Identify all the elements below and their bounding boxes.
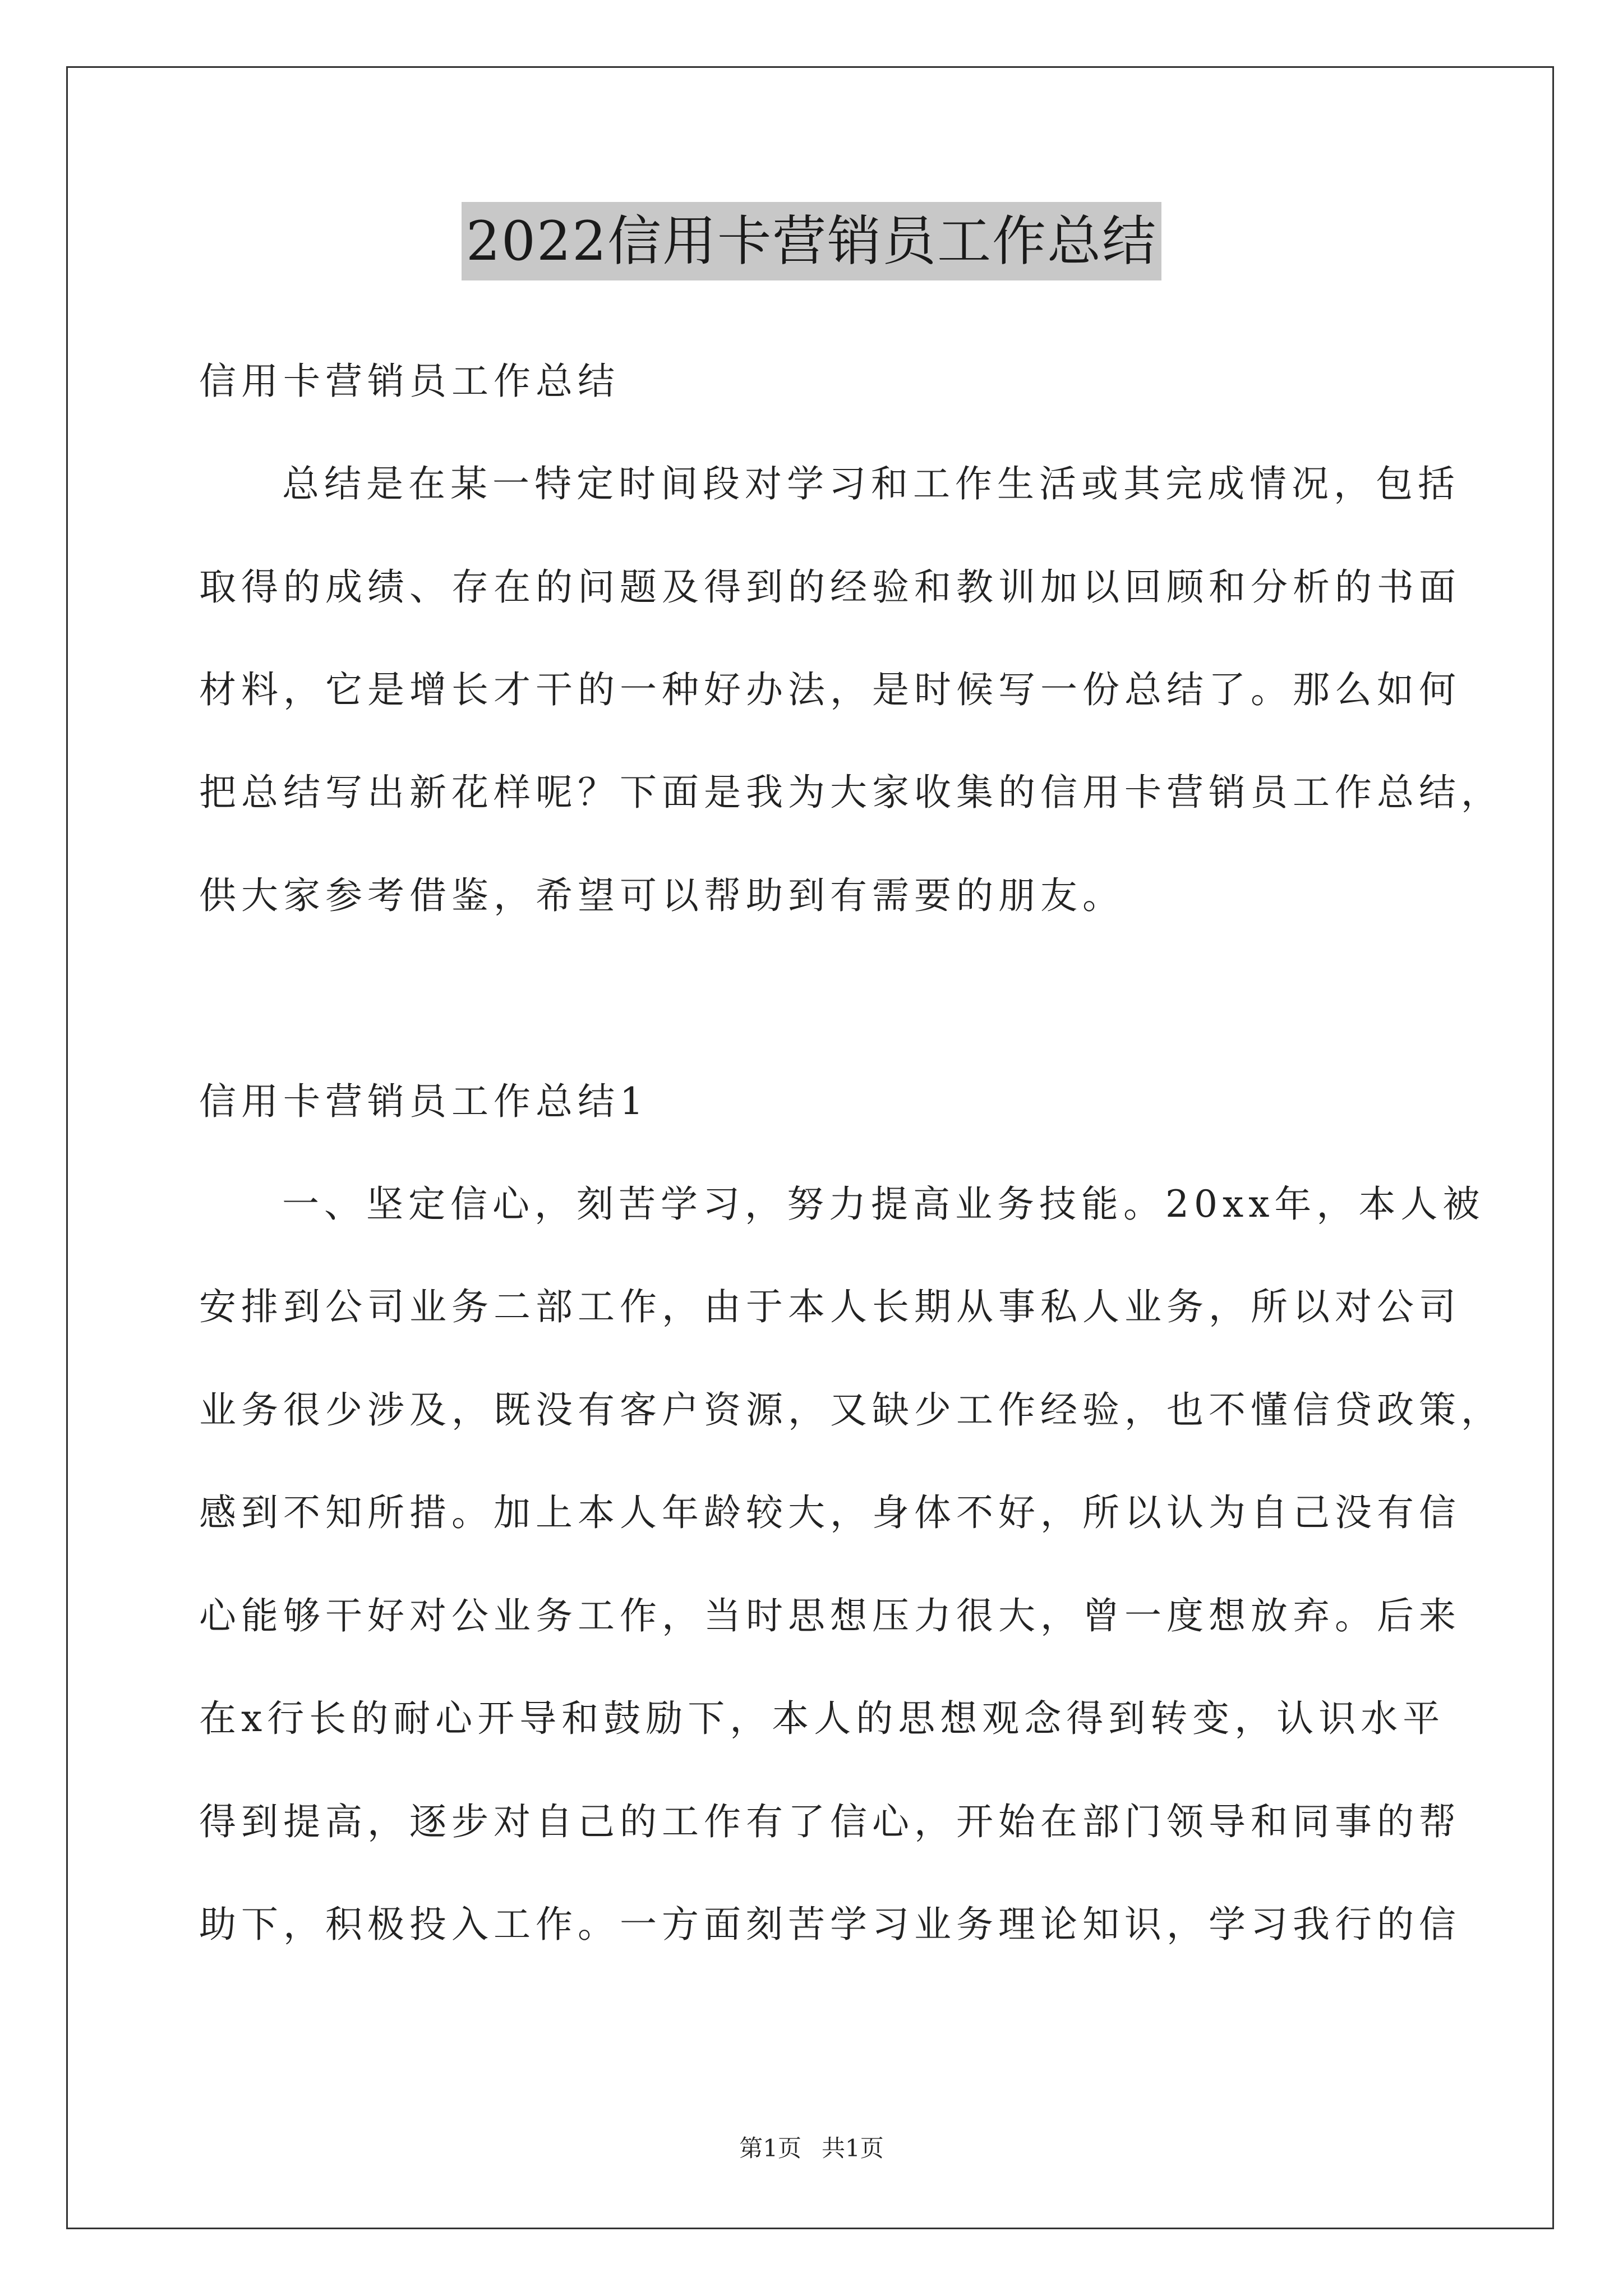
section-line-7: 得到提高，逐步对自己的工作有了信心，开始在部门领导和同事的帮 [199,1800,1461,1843]
intro-line-3: 材料，它是增长才干的一种好办法，是时候写一份总结了。那么如何 [199,668,1461,711]
page-number: 第1页 [739,2134,801,2162]
page-footer [0,2132,1623,2165]
section-line-1: 一、坚定信心，刻苦学习，努力提高业务技能。20xx年，本人被 [282,1182,1485,1226]
section-line-3: 业务很少涉及，既没有客户资源，又缺少工作经验，也不懂信贷政策， [199,1388,1503,1432]
title-container [0,202,1623,280]
section-line-6: 在x行长的耐心开导和鼓励下，本人的思想观念得到转变，认识水平 [199,1697,1445,1740]
document-title: 2022信用卡营销员工作总结 [462,202,1161,280]
intro-line-1: 总结是在某一特定时间段对学习和工作生活或其完成情况，包括 [282,462,1460,505]
section-heading: 信用卡营销员工作总结1 [199,1080,648,1123]
section-line-4: 感到不知所措。加上本人年龄较大，身体不好，所以认为自己没有信 [199,1491,1461,1534]
document-heading: 信用卡营销员工作总结 [199,360,620,403]
section-line-5: 心能够干好对公业务工作，当时思想压力很大，曾一度想放弃。后来 [199,1594,1461,1637]
page-total: 共1页 [822,2134,884,2162]
section-line-2: 安排到公司业务二部工作，由于本人长期从事私人业务，所以对公司 [199,1285,1461,1328]
intro-line-4: 把总结写出新花样呢？下面是我为大家收集的信用卡营销员工作总结， [199,771,1503,814]
intro-line-2: 取得的成绩、存在的问题及得到的经验和教训加以回顾和分析的书面 [199,565,1461,609]
section-line-8: 助下，积极投入工作。一方面刻苦学习业务理论知识，学习我行的信 [199,1903,1461,1946]
intro-line-5: 供大家参考借鉴，希望可以帮助到有需要的朋友。 [199,874,1124,917]
